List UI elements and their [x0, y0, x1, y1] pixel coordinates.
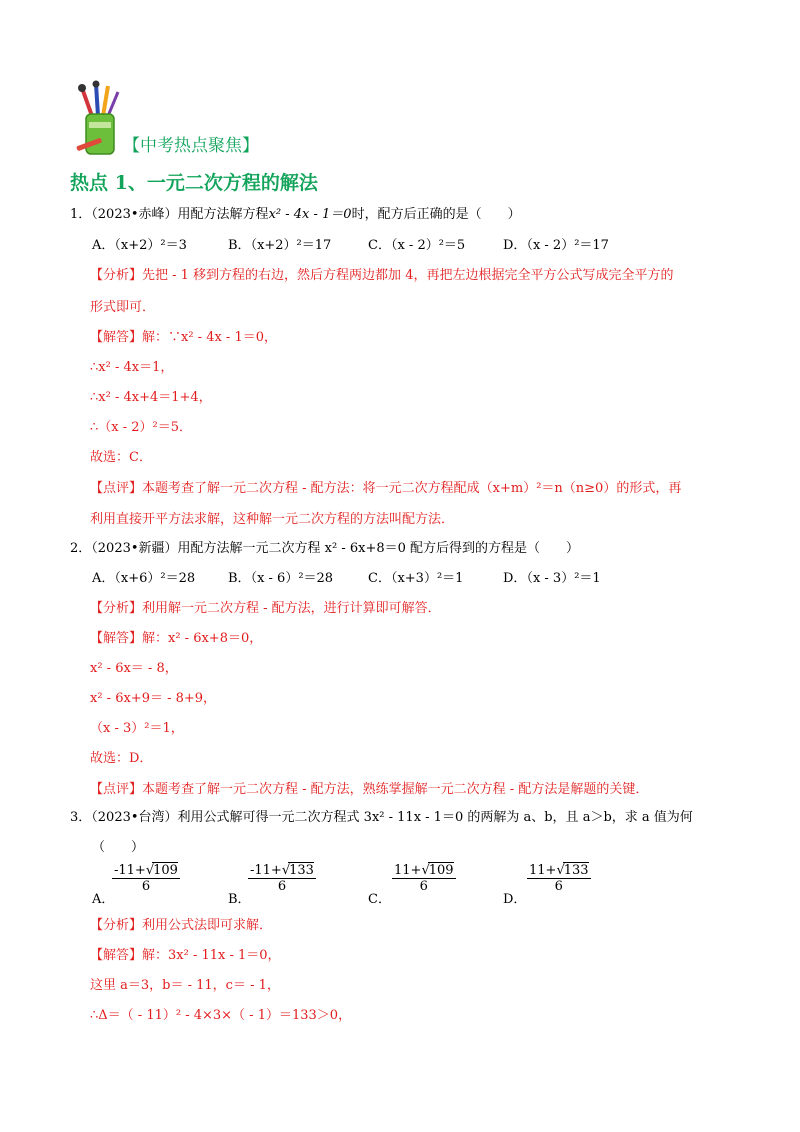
question-2-answer-line: x² - 6x+9＝ - 8+9，: [90, 691, 217, 706]
question-1-option-a: A．（x+2）²＝3: [92, 238, 187, 253]
question-2-answer-line: 【解答】解：x² - 6x+8＝0，: [90, 631, 263, 646]
question-2-option-c: C．（x+3）²＝1: [368, 571, 464, 586]
question-3-stem: 3．（2023•台湾）利用公式解可得一元二次方程式 3x² - 11x - 1＝0 的两解为 a、b，且 a＞b，求 a 值为何: [70, 810, 693, 825]
question-1-analysis: 【分析】先把 - 1 移到方程的右边，然后方程两边都加 4，再把左边根据完全平方公式写成完全平方的: [90, 268, 674, 283]
question-1-answer-line: ∴x² - 4x+4＝1+4，: [90, 390, 212, 405]
question-1-comment-cont: 利用直接开平方法求解，这种解一元二次方程的方法叫配方法．: [90, 512, 455, 527]
question-1-option-d: D．（x - 2）²＝17: [503, 238, 609, 253]
section-title: 热点 1、一元二次方程的解法: [70, 172, 318, 194]
question-3-option-d-label: D．: [503, 892, 527, 907]
question-2-stem: 2．（2023•新疆）用配方法解一元二次方程 x² - 6x+8＝0 配方后得到的方程是（ ）: [70, 541, 580, 556]
header-title: 【中考热点聚焦】: [123, 136, 259, 156]
question-3-option-a-label: A．: [92, 892, 115, 907]
question-2-answer-choice: 故选：D．: [90, 751, 153, 766]
question-2-option-b: B．（x - 6）²＝28: [228, 571, 334, 586]
question-1-stem: 1．（2023•赤峰）用配方法解方程x² - 4x - 1＝0时，配方后正确的是（ ）: [70, 207, 521, 222]
question-3-option-d-fraction: $\frac{11+√133}{6}$: [529, 863, 589, 894]
question-3-option-b-label: B．: [228, 892, 251, 907]
question-3-analysis: 【分析】利用公式法即可求解．: [90, 918, 273, 933]
question-1-option-b: B．（x+2）²＝17: [228, 238, 332, 253]
question-1-analysis-cont: 形式即可．: [90, 300, 156, 315]
question-2-answer-line: x² - 6x＝ - 8，: [90, 661, 178, 676]
question-3-option-a-fraction: $\frac{-11+√109}{6}$: [114, 863, 178, 894]
question-1-answer-line: ∴x² - 4x＝1，: [90, 360, 174, 375]
question-3-answer-line: ∴Δ＝（ - 11）² - 4×3×（ - 1）＝133＞0，: [90, 1008, 352, 1023]
question-2-answer-line: （x - 3）²＝1，: [90, 721, 184, 736]
question-2-analysis: 【分析】利用解一元二次方程 - 配方法，进行计算即可解答．: [90, 601, 441, 616]
question-2-comment: 【点评】本题考查了解一元二次方程 - 配方法，熟练掌握解一元二次方程 - 配方法是解题的关键．: [90, 782, 649, 797]
question-1-comment: 【点评】本题考查了解一元二次方程 - 配方法：将一元二次方程配成（x+m）²＝n（n≥0）的形式，再: [90, 481, 682, 496]
question-3-option-c-label: C．: [368, 892, 391, 907]
pen-holder-icon: [72, 80, 124, 160]
question-1-option-c: C．（x - 2）²＝5: [368, 238, 466, 253]
question-3-option-b-fraction: $\frac{-11+√133}{6}$: [250, 863, 314, 894]
question-3-stem-cont: （ ）: [92, 840, 145, 855]
question-3-answer-line: 【解答】解：3x² - 11x - 1＝0，: [90, 948, 281, 963]
question-1-answer-line: ∴（x - 2）²＝5．: [90, 420, 193, 435]
question-3-option-c-fraction: $\frac{11+√109}{6}$: [394, 863, 454, 894]
question-3-answer-line: 这里 a＝3，b＝ - 11，c＝ - 1，: [90, 978, 280, 993]
question-2-option-d: D．（x - 3）²＝1: [503, 571, 601, 586]
question-1-answer-line: 【解答】解：∵x² - 4x - 1＝0，: [90, 330, 278, 345]
question-2-option-a: A．（x+6）²＝28: [92, 571, 196, 586]
question-1-answer-choice: 故选：C．: [90, 450, 152, 465]
